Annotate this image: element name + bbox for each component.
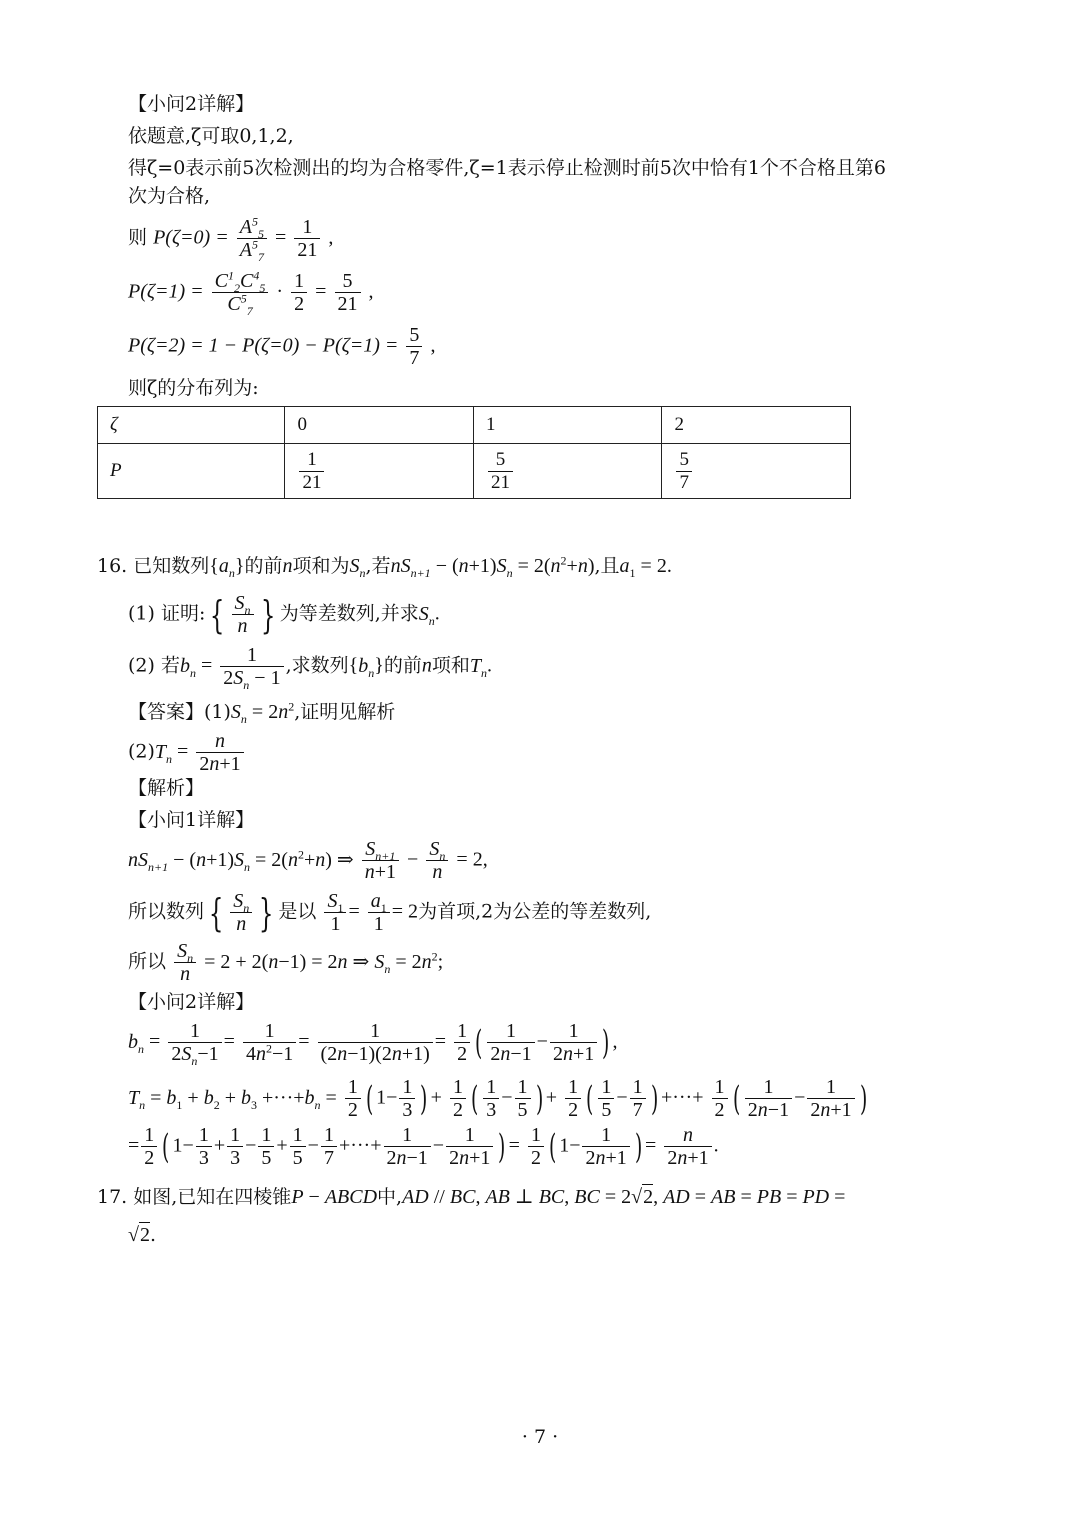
step-tn-result: = $\frac{1}{2}$ ( 1− $\frac{1}{3}$ + $\frac{1}{3}$ − $\frac{1}{5}$ + $\frac{1}{5}$ − $\frac{1}{7}$ +···+ $\frac{1}{2n-1}$ − $\frac{1}{2n+1}$ ) = $\frac{1}{2}$ ( 1− $\frac{1}{2n+1}$ ) = $\frac{n}{2n+1}$ . [128,1124,719,1169]
sub1-header: 【小问1详解】 [128,809,255,831]
analysis-header: 【解析】 [128,777,205,799]
q16-stem: 16. 已知数列$\{a_n\}$的前n项和为$S_n$,若$nS_{n+1} - (n+1)S_n = 2(n^2+n)$,且$a_1 = 2$. [97,553,672,580]
meaning-line-1: 得ζ=0表示前5次检测出的均为合格零件,ζ=1表示停止检测时前5次中恰有1个不合格且第6 [128,157,887,179]
step-sn: 所以 $\frac{S_n}{n}$ = 2 + 2(n−1) = 2n ⇒ $S_n = 2n^2$; [128,940,444,985]
p-zeta-2: P(ζ=2) = 1 − P(ζ=0) − P(ζ=1) = $\frac{5}{7}$ , [128,324,436,369]
q17-stem: 17. 如图,已知在四棱锥P − ABCD中,AD // BC, AB ⊥ BC, BC = 2√2, AD = AB = PB = PD = [97,1186,846,1208]
table-cell: 1 [473,407,662,444]
step-arith: 所以数列 { $\frac{S_n}{n}$ } 是以 $\frac{S_1}{1}$ = $\frac{a_1}{1}$ = 2为首项,2为公差的等差数列, [128,890,652,935]
table-cell: 0 [285,407,474,444]
q16-answer: 【答案】$(1)S_n = 2n^2$,证明见解析 [128,699,396,726]
table-cell: P [98,444,285,499]
table-row [98,444,851,499]
table-cell: 2 [662,407,851,444]
step-recurrence: $nS_{n+1} - (n+1)S_n = 2(n^2+n)$ ⇒ $\frac{S_{n+1}}{n+1}$ − $\frac{S_n}{n}$ = 2, [128,838,488,883]
values-line: 依题意,ζ可取0,1,2, [128,125,294,147]
q16-part1: (1) 证明: { $\frac{S_n}{n}$ } 为等差数列,并求$S_n$. [128,592,440,637]
distribution-intro: 则ζ的分布列为: [128,377,259,399]
distribution-table [97,406,851,499]
q16-part2: (2) 若$b_n$ = $\frac{1}{2S_n - 1}$ ,求数列$\{b_n\}$的前n项和$T_n$. [128,644,492,692]
page-number: · 7 · [521,1426,559,1448]
step-tn: $T_n = b_1 + b_2 + b_3 +\cdot\cdot\cdot+b_n$ = $\frac{1}{2}$ ( 1− $\frac{1}{3}$ ) + $\frac{1}{2}$ ( $\frac{1}{3}$ − $\frac{1}{5}$ ) + $\frac{1}{2}$ ( $\frac{1}{5}$ − $\frac{1}{7}$ ) +···+ $\frac{1}{2}$ ( $\frac{1}{2n-1}$ − $\frac{1}{2n+1}$ ) [128,1076,867,1121]
meaning-line-2: 次为合格, [128,185,211,207]
table-cell: $\frac{5}{7}$ [662,444,851,499]
table-cell: ζ [98,407,285,444]
sub2-header: 【小问2详解】 [128,991,255,1013]
table-row [98,407,851,444]
step-bn: $b_n$ = $\frac{1}{2S_n-1}$ = $\frac{1}{4n^2-1}$ = $\frac{1}{(2n-1)(2n+1)}$ = $\frac{1}{2}$ ( $\frac{1}{2n-1}$ − $\frac{1}{2n+1}$ ) , [128,1020,618,1068]
part2-header: 【小问2详解】 [128,93,255,115]
table-cell: $\frac{1}{21}$ [285,444,474,499]
q17-stem-cont: √2. [128,1224,157,1246]
p-zeta-0: 则 P(ζ=0) = $\frac{A^5_5}{A^5_7}$ = $\frac{1}{21}$ , [128,214,334,264]
p-zeta-1: P(ζ=1) = $\frac{C^1_2C^4_5}{C^5_7}$ · $\frac{1}{2}$ = $\frac{5}{21}$ , [128,268,374,318]
q16-answer-2: $(2)T_n$ = $\frac{n}{2n+1}$ [128,730,246,775]
table-cell: $\frac{5}{21}$ [473,444,662,499]
